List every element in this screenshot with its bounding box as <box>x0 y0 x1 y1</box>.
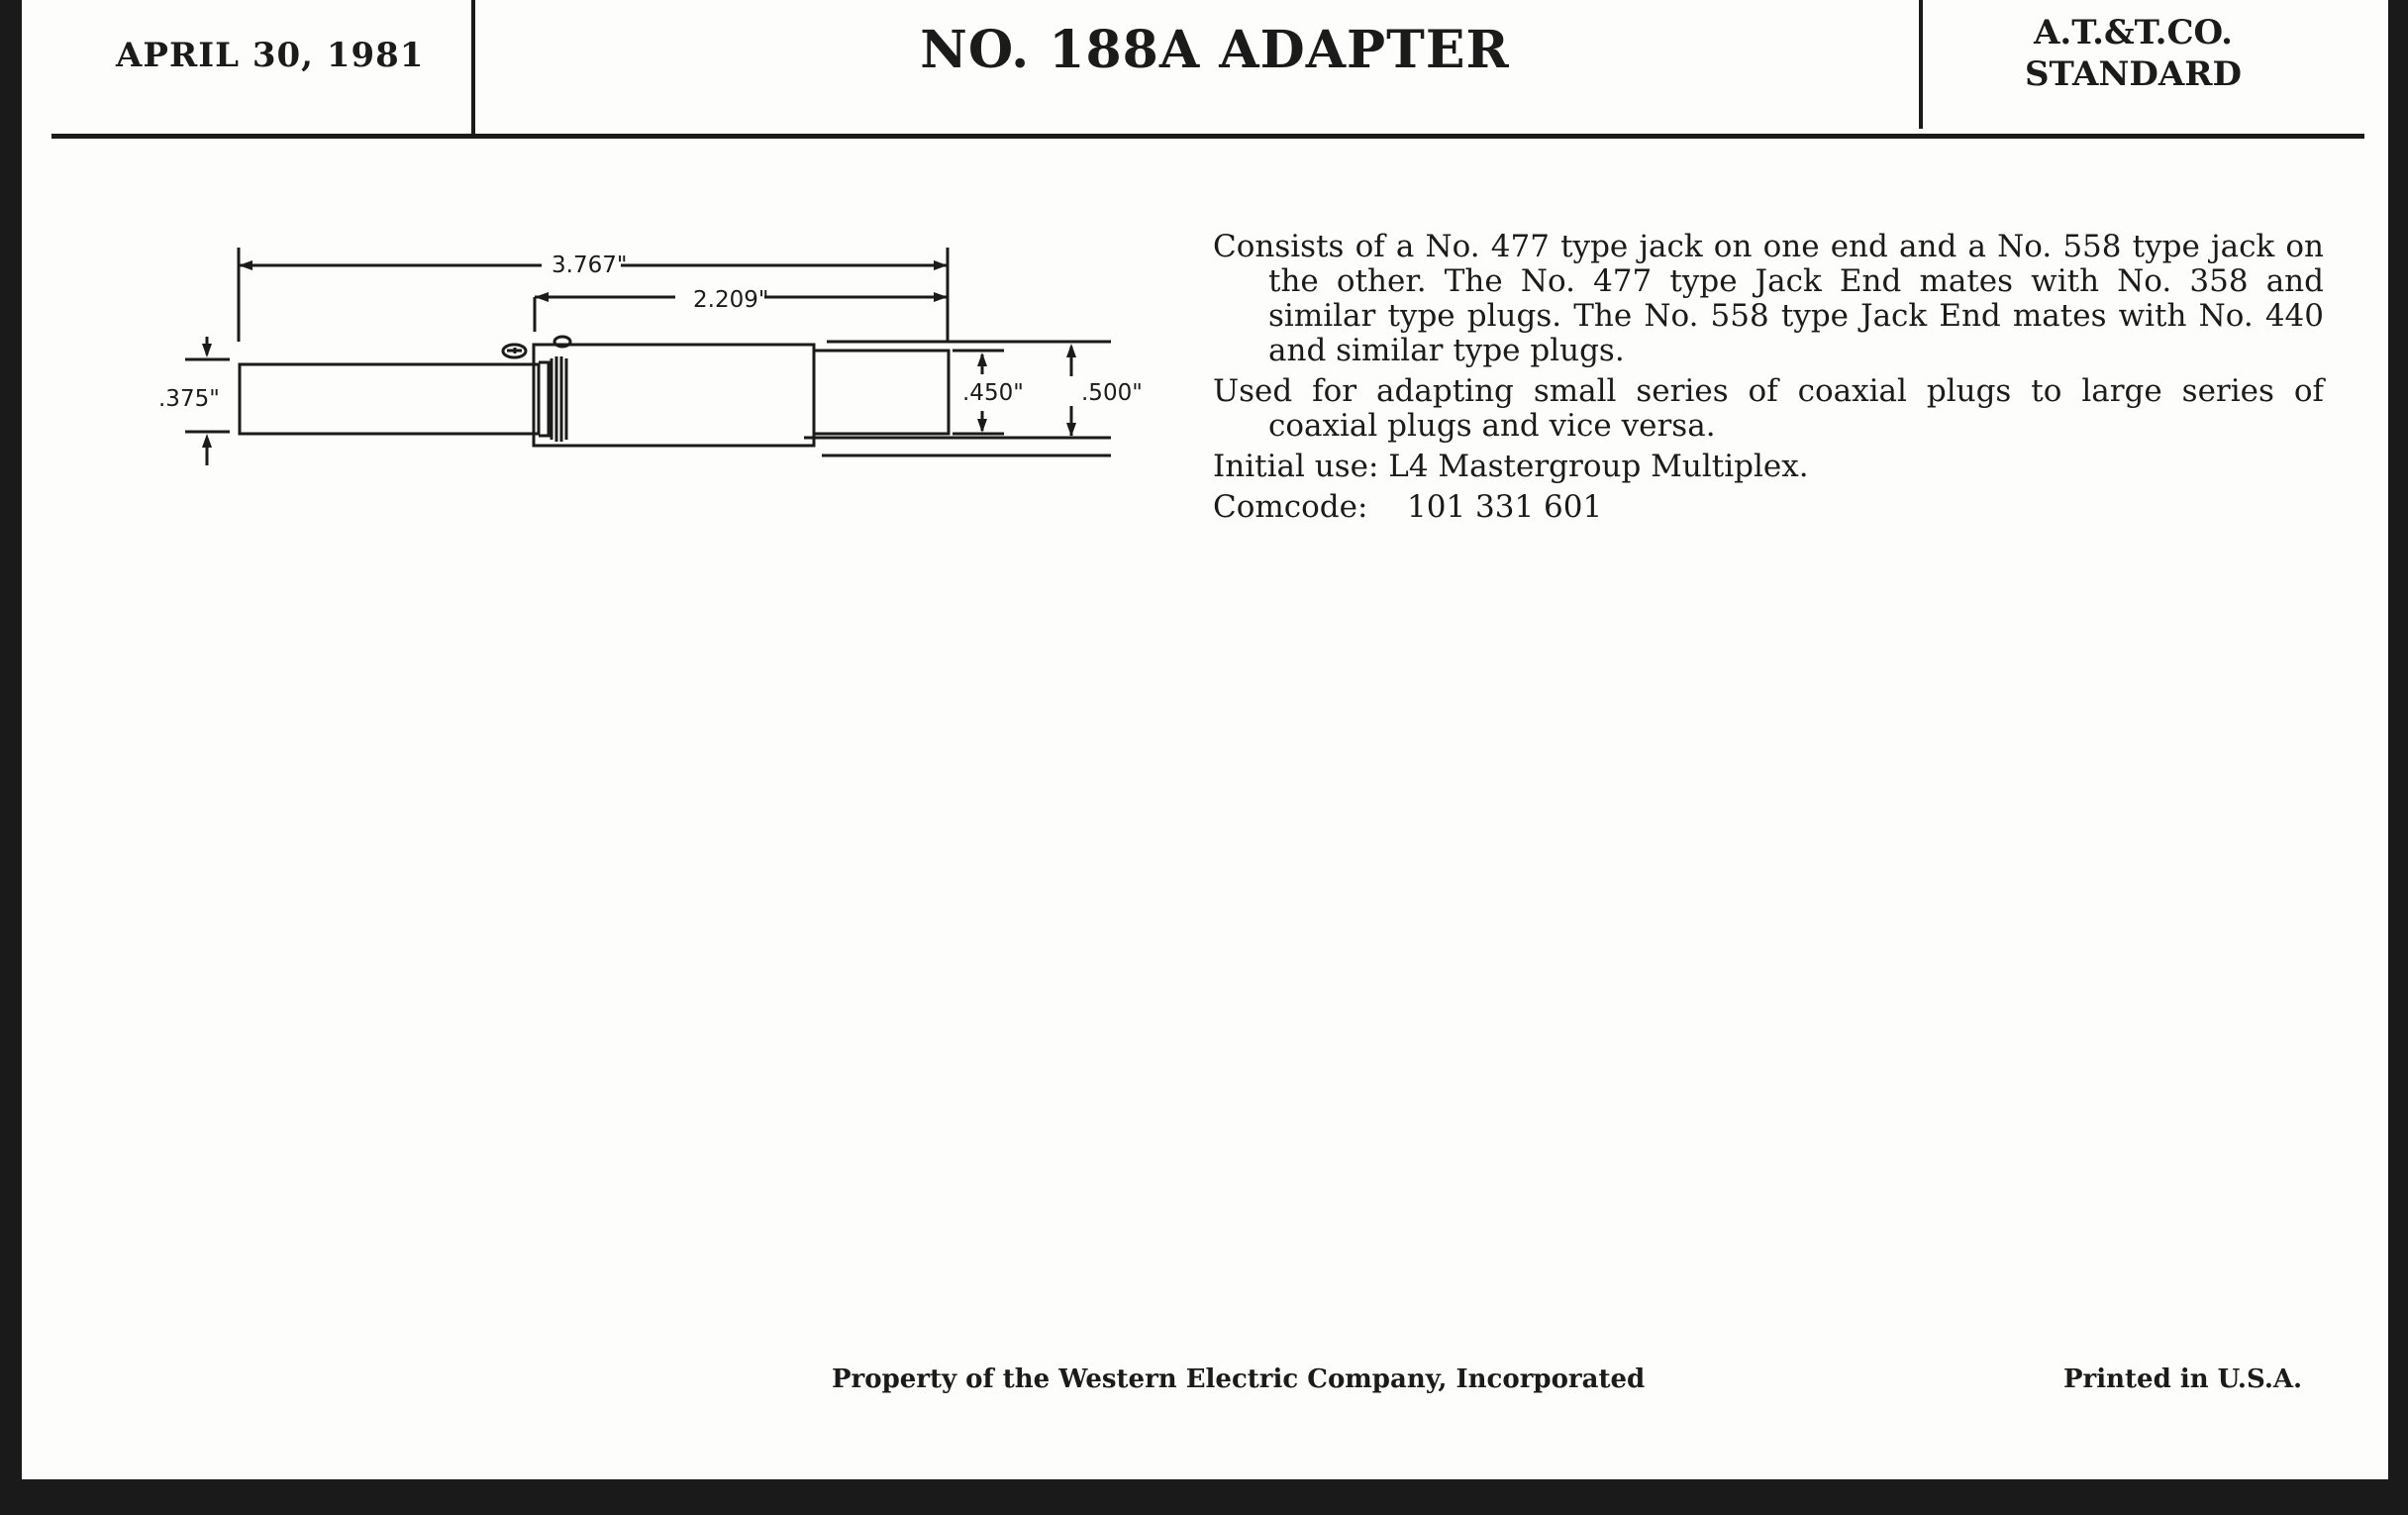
description <box>1213 230 2324 531</box>
dim-large-dia: .500" <box>1081 380 1143 406</box>
description-para-1: Consists of a No. 477 type jack on one end and a No. 558 type jack on the other. The No. 477 type Jack End mates with No. 358 and similar type plugs. The No. 558 type Jack End mates with No. 440 and similar type plugs. <box>1213 229 2324 368</box>
adapter-drawing <box>131 228 1170 485</box>
initial-use: Initial use: L4 Mastergroup Multiplex. <box>1213 449 1809 484</box>
standard-mark <box>1957 12 2309 95</box>
comcode-label: Comcode: <box>1213 489 1368 525</box>
standard-line-1: A.T.&T.CO. <box>2034 13 2233 52</box>
property-notice: Property of the Western Electric Company, Incorporated <box>832 1364 1646 1394</box>
large-body <box>534 345 814 446</box>
description-para-2: Used for adapting small series of coaxial plugs to large series of coaxial plugs and vice versa. <box>1213 373 2324 444</box>
dim-overall-length: 3.767" <box>552 252 628 278</box>
end-section <box>814 351 949 434</box>
issue-date: APRIL 30, 1981 <box>116 36 425 75</box>
header-rule <box>51 134 2364 139</box>
small-body <box>240 364 539 434</box>
comcode-value: 101 331 601 <box>1407 489 1603 525</box>
page-title: NO. 188A ADAPTER <box>920 20 1510 80</box>
standard-line-2: STANDARD <box>2024 54 2243 94</box>
dim-mid-dia: .450" <box>962 380 1024 406</box>
comcode <box>1213 490 2324 525</box>
pin <box>554 337 570 347</box>
header-divider-left <box>471 0 475 137</box>
dim-small-dia: .375" <box>158 386 220 412</box>
header-divider-right <box>1919 0 1923 129</box>
spec-sheet <box>22 0 2388 1479</box>
printed-notice: Printed in U.S.A. <box>2063 1364 2303 1394</box>
dim-jack-length: 2.209" <box>693 287 769 313</box>
